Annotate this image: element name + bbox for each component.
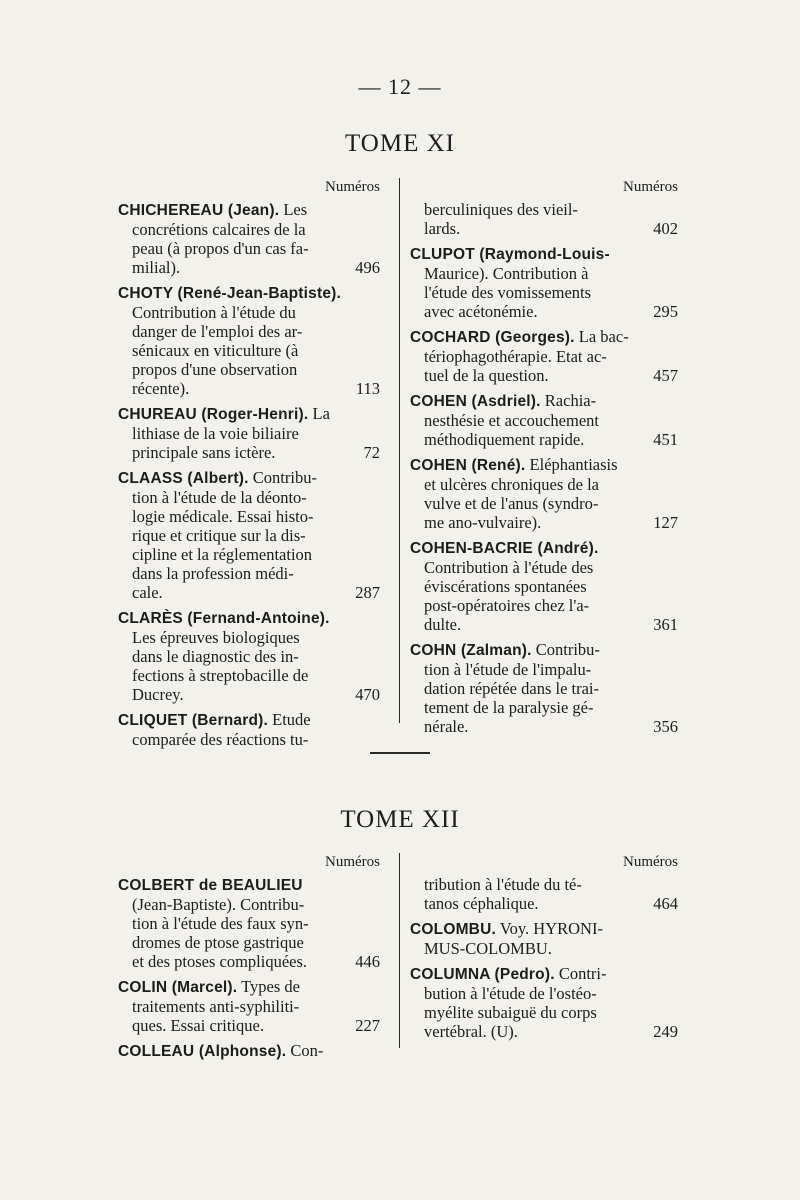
entry-line: dans la profession médi- bbox=[132, 564, 294, 583]
thesis-number: 295 bbox=[653, 302, 678, 321]
index-entry bbox=[410, 640, 678, 736]
entry-line: traitements anti-syphiliti- bbox=[132, 997, 300, 1016]
index-entry bbox=[410, 919, 678, 958]
entry-last-text: tanos céphalique. bbox=[424, 894, 539, 913]
entry-line: propos d'une observation bbox=[132, 360, 298, 379]
column-header: Numéros bbox=[623, 854, 678, 870]
entry-last-line bbox=[118, 1016, 380, 1035]
entry-line bbox=[118, 283, 380, 303]
index-entry bbox=[118, 200, 380, 277]
thesis-number: 446 bbox=[355, 952, 380, 971]
author-name: CHUREAU (Roger-Henri). bbox=[118, 406, 309, 423]
entry-last-text: méthodiquement rapide. bbox=[424, 430, 585, 449]
author-name: CLARÈS (Fernand-Antoine). bbox=[118, 610, 330, 627]
entry-line: COHN (Zalman). Contribu- bbox=[410, 640, 600, 659]
index-entry bbox=[118, 710, 380, 749]
entry-last-text: principale sans ictère. bbox=[132, 443, 276, 462]
author-name: CHOTY (René-Jean-Baptiste). bbox=[118, 285, 342, 302]
entry-line bbox=[410, 244, 678, 264]
entry-last-text: MUS-COLOMBU. bbox=[424, 939, 552, 958]
entry-line: COLLEAU (Alphonse). Con- bbox=[118, 1041, 324, 1060]
author-name: COLUMNA (Pedro). bbox=[410, 966, 555, 983]
author-name: COHEN (Asdriel). bbox=[410, 393, 541, 410]
entry-last-line bbox=[118, 379, 380, 398]
thesis-number: 496 bbox=[355, 258, 380, 277]
entry-line bbox=[118, 875, 380, 895]
entry-line: éviscérations spontanées bbox=[424, 577, 587, 596]
index-entry bbox=[118, 468, 380, 602]
thesis-number: 227 bbox=[355, 1016, 380, 1035]
index-entry bbox=[118, 608, 380, 704]
entry-last-line bbox=[118, 952, 380, 971]
index-entry bbox=[118, 404, 380, 462]
entry-last-line bbox=[118, 258, 380, 277]
entry-last-text: lards. bbox=[424, 219, 461, 238]
index-entry bbox=[118, 1041, 380, 1061]
entry-line: CLAASS (Albert). Contribu- bbox=[118, 468, 317, 487]
thesis-number: 457 bbox=[653, 366, 678, 385]
index-entry bbox=[410, 538, 678, 634]
entry-last-text: tuel de la question. bbox=[424, 366, 549, 385]
entry-line: danger de l'emploi des ar- bbox=[132, 322, 303, 341]
entry-line: COHEN (René). Eléphantiasis bbox=[410, 455, 618, 474]
thesis-number: 287 bbox=[355, 583, 380, 602]
thesis-number: 72 bbox=[363, 443, 380, 462]
author-name: COLBERT de BEAULIEU bbox=[118, 877, 303, 894]
entry-last-line bbox=[410, 615, 678, 634]
entry-line: tement de la paralysie gé- bbox=[424, 698, 594, 717]
index-entry bbox=[118, 875, 380, 971]
entry-line: rique et critique sur la dis- bbox=[132, 526, 306, 545]
entry-last-text: récente). bbox=[132, 379, 190, 398]
entry-line: dans le diagnostic des in- bbox=[132, 647, 299, 666]
entry-last-text: et des ptoses compliquées. bbox=[132, 952, 308, 971]
index-entry bbox=[410, 964, 678, 1041]
entry-last-text: me ano-vulvaire). bbox=[424, 513, 542, 532]
entry-line: Contribution à l'étude des bbox=[424, 558, 594, 577]
entry-line bbox=[410, 538, 678, 558]
tome-heading-xi: TOME XI bbox=[344, 130, 455, 157]
author-name: CLIQUET (Bernard). bbox=[118, 712, 268, 729]
entry-line: vulve et de l'anus (syndro- bbox=[424, 494, 599, 513]
entry-last-line bbox=[410, 430, 678, 449]
tome-xii-columns bbox=[118, 853, 680, 1060]
entry-last-text: nérale. bbox=[424, 717, 469, 736]
thesis-number: 127 bbox=[653, 513, 678, 532]
thesis-number: 402 bbox=[653, 219, 678, 238]
index-entry bbox=[410, 327, 678, 385]
entry-line: CHUREAU (Roger-Henri). La bbox=[118, 404, 330, 423]
column-header: Numéros bbox=[623, 179, 678, 195]
entry-line: tion à l'étude des faux syn- bbox=[132, 914, 309, 933]
author-name: COHEN-BACRIE (André). bbox=[410, 540, 599, 557]
page-number: — 12 — bbox=[358, 74, 442, 99]
author-name: COLLEAU (Alphonse). bbox=[118, 1043, 287, 1060]
tome-xi-right-column bbox=[410, 178, 678, 742]
tome-xi-left-column bbox=[118, 178, 380, 755]
column-header: Numéros bbox=[325, 179, 380, 195]
index-entry bbox=[410, 391, 678, 449]
entry-line: Maurice). Contribution à bbox=[424, 264, 589, 283]
separator-rule bbox=[370, 752, 430, 754]
entry-last-line bbox=[118, 443, 380, 462]
entry-last-line bbox=[118, 583, 380, 602]
entry-last-line bbox=[410, 302, 678, 321]
entry-line: post-opératoires chez l'a- bbox=[424, 596, 590, 615]
entry-line: (Jean-Baptiste). Contribu- bbox=[132, 895, 305, 914]
entry-line: tion à l'étude de l'impalu- bbox=[424, 660, 592, 679]
entry-line: bution à l'étude de l'ostéo- bbox=[424, 984, 597, 1003]
column-header: Numéros bbox=[325, 854, 380, 870]
column-divider bbox=[399, 853, 400, 1048]
entry-line: concrétions calcaires de la bbox=[132, 220, 306, 239]
entry-line bbox=[118, 608, 380, 628]
entry-line: CLIQUET (Bernard). Etude bbox=[118, 710, 311, 729]
thesis-number: 113 bbox=[355, 379, 380, 398]
thesis-number: 361 bbox=[653, 615, 678, 634]
index-entry bbox=[118, 283, 380, 398]
entry-line: l'étude des vomissements bbox=[424, 283, 592, 302]
entry-line: berculiniques des vieil- bbox=[424, 200, 578, 219]
entry-last-text: cale. bbox=[132, 583, 163, 602]
entry-last-text: vertébral. (U). bbox=[424, 1022, 518, 1041]
entry-line: COLIN (Marcel). Types de bbox=[118, 977, 300, 996]
entry-line: COLOMBU. Voy. HYRONI- bbox=[410, 919, 603, 938]
entry-line: CHICHEREAU (Jean). Les bbox=[118, 200, 308, 219]
entry-last-text: Ducrey. bbox=[132, 685, 184, 704]
entry-line: dation répétée dans le trai- bbox=[424, 679, 599, 698]
entry-last-line bbox=[410, 894, 678, 913]
entry-line: COLUMNA (Pedro). Contri- bbox=[410, 964, 607, 983]
thesis-number: 470 bbox=[355, 685, 380, 704]
thesis-number: 464 bbox=[653, 894, 678, 913]
entry-line: fections à streptobacille de bbox=[132, 666, 309, 685]
author-name: COCHARD (Georges). bbox=[410, 329, 575, 346]
entry-last-text: ques. Essai critique. bbox=[132, 1016, 264, 1035]
entry-line: COHEN (Asdriel). Rachia- bbox=[410, 391, 597, 410]
entry-last-line bbox=[410, 717, 678, 736]
author-name: COLIN (Marcel). bbox=[118, 979, 238, 996]
thesis-number: 356 bbox=[653, 717, 678, 736]
entry-last-line bbox=[410, 366, 678, 385]
entry-last-text: dulte. bbox=[424, 615, 462, 634]
entry-last-line bbox=[410, 219, 678, 238]
entry-line: myélite subaiguë du corps bbox=[424, 1003, 597, 1022]
tome-heading-xii: TOME XII bbox=[340, 806, 460, 833]
entry-line: nesthésie et accouchement bbox=[424, 411, 599, 430]
entry-line: tion à l'étude de la déonto- bbox=[132, 488, 307, 507]
index-entry bbox=[410, 455, 678, 532]
author-name: CLAASS (Albert). bbox=[118, 470, 249, 487]
entry-line: peau (à propos d'un cas fa- bbox=[132, 239, 309, 258]
entry-line: et ulcères chroniques de la bbox=[424, 475, 600, 494]
entry-last-line bbox=[118, 685, 380, 704]
author-name: COLOMBU. bbox=[410, 921, 496, 938]
entry-last-line bbox=[410, 1022, 678, 1041]
entry-line: comparée des réactions tu- bbox=[132, 730, 309, 749]
index-entry bbox=[118, 977, 380, 1035]
column-divider bbox=[399, 178, 400, 723]
entry-line: Les épreuves biologiques bbox=[132, 628, 300, 647]
index-entry bbox=[410, 200, 678, 238]
entry-line: tribution à l'étude du té- bbox=[424, 875, 582, 894]
entry-line: lithiase de la voie biliaire bbox=[132, 424, 299, 443]
tome-xi-columns bbox=[118, 178, 680, 749]
entry-line: dromes de ptose gastrique bbox=[132, 933, 304, 952]
entry-line: logie médicale. Essai histo- bbox=[132, 507, 314, 526]
thesis-number: 451 bbox=[653, 430, 678, 449]
entry-last-line bbox=[410, 939, 678, 958]
entry-line: Contribution à l'étude du bbox=[132, 303, 296, 322]
index-entry bbox=[410, 244, 678, 321]
entry-last-text: avec acétonémie. bbox=[424, 302, 538, 321]
tome-xii-right-column bbox=[410, 853, 678, 1047]
entry-last-text: milial). bbox=[132, 258, 181, 277]
entry-line: tériophagothérapie. Etat ac- bbox=[424, 347, 607, 366]
author-name: COHN (Zalman). bbox=[410, 642, 532, 659]
index-entry bbox=[410, 875, 678, 913]
entry-line: sénicaux en viticulture (à bbox=[132, 341, 299, 360]
entry-line: cipline et la réglementation bbox=[132, 545, 313, 564]
author-name: CLUPOT (Raymond-Louis- bbox=[410, 246, 610, 263]
author-name: CHICHEREAU (Jean). bbox=[118, 202, 280, 219]
thesis-number: 249 bbox=[653, 1022, 678, 1041]
entry-line: COCHARD (Georges). La bac- bbox=[410, 327, 629, 346]
tome-xii-left-column bbox=[118, 853, 380, 1067]
author-name: COHEN (René). bbox=[410, 457, 526, 474]
entry-last-line bbox=[410, 513, 678, 532]
